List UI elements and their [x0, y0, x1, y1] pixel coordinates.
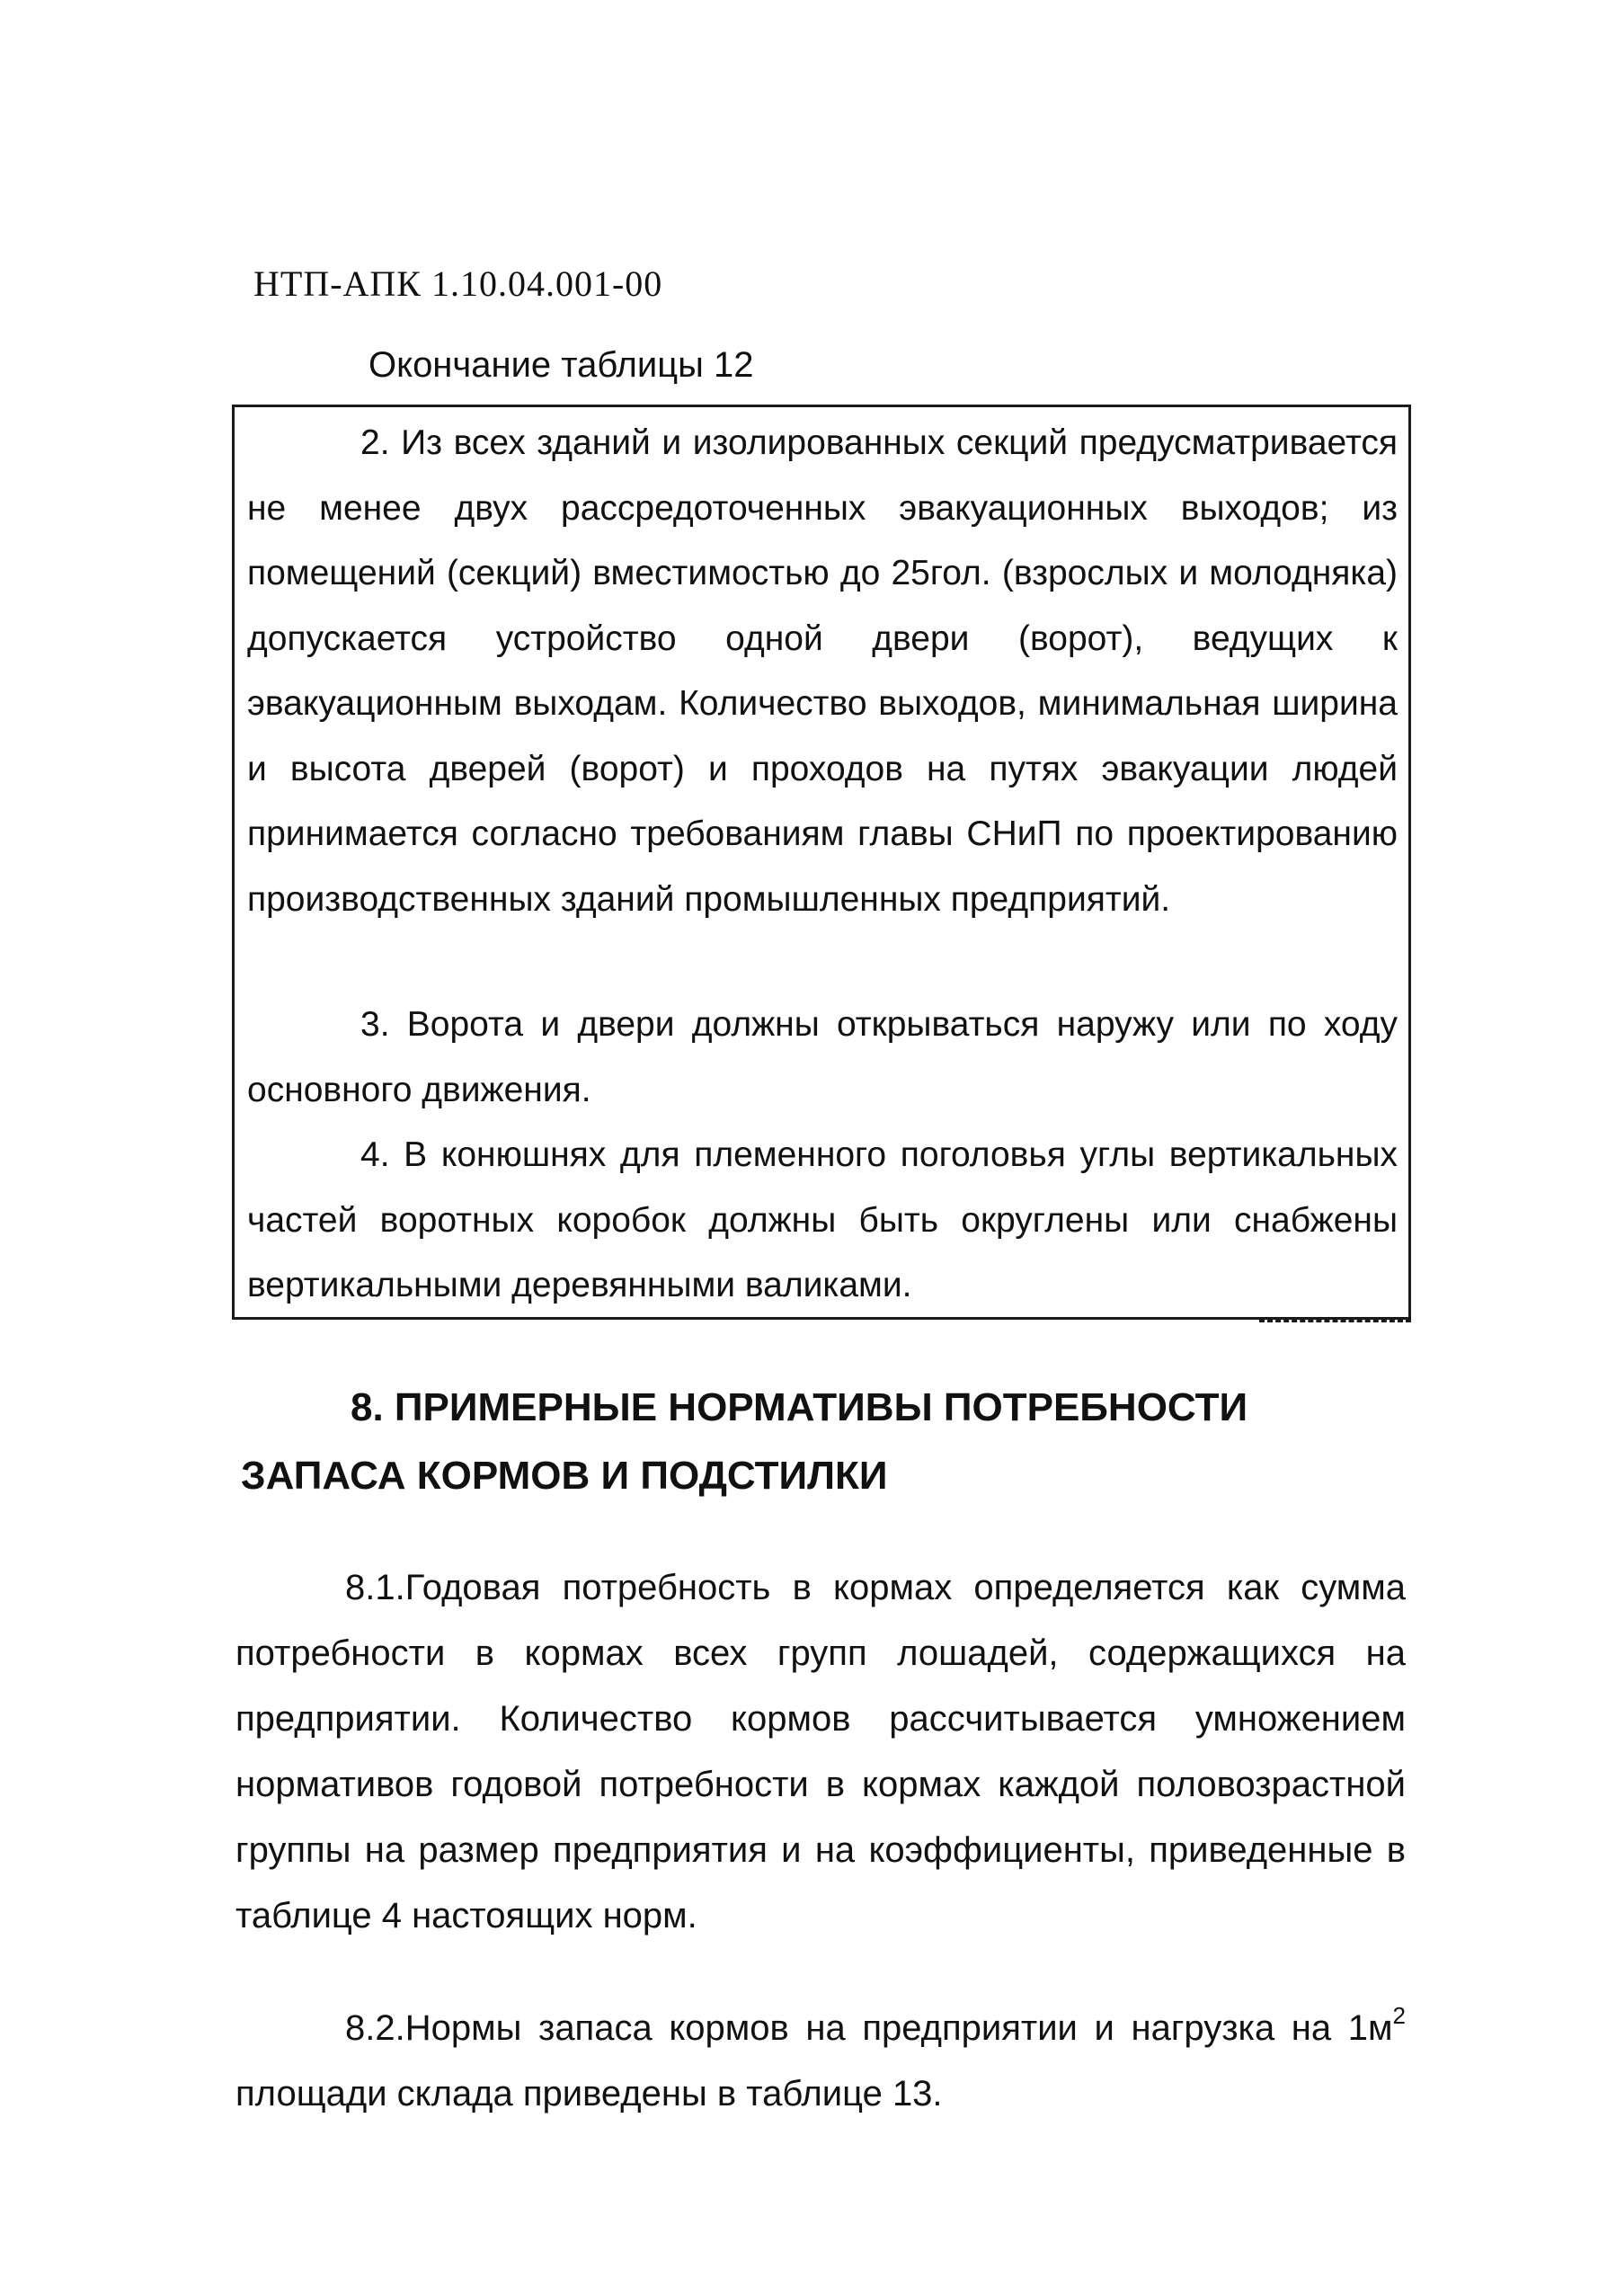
table-note-3: 3. Ворота и двери должны открываться наружу или по ходу основного движения.	[247, 1005, 1398, 1109]
superscript-2: 2	[1392, 2002, 1406, 2029]
paragraph-8-2-text-end: площади склада приведены в таблице 13.	[235, 2074, 943, 2114]
section-8-title: 8. ПРИМЕРНЫЕ НОРМАТИВЫ ПОТРЕБНОСТИ ЗАПАСА КОРМОВ И ПОДСТИЛКИ	[241, 1385, 1248, 1498]
table-note-4: 4. В конюшнях для племенного поголовья углы вертикальных частей воротных коробок должны быть округлены или снабжены вертикальными деревянными валиками.	[247, 1135, 1398, 1304]
table-note-2: 2. Из всех зданий и изолированных секций предусматривается не менее двух рассредоточенных эвакуационных выходов; из помещений (секций) вместимостью до 25гол. (взрослых и молодняка) допускается устройство одной двери (ворот), ведущих к эвакуационным выходам. Количество выходов, минимальная ширина и высота дверей (ворот) и проходов на путях эвакуации людей принимается согласно требованиям главы СНиП по проектированию производственных зданий промышленных предприятий.	[247, 423, 1398, 919]
table-caption: Окончание таблицы 12	[368, 345, 754, 385]
document-code: НТП-АПК 1.10.04.001-00	[253, 263, 663, 304]
paragraph-8-2	[235, 1996, 1406, 2127]
paragraph-8-1: 8.1.Годовая потребность в кормах определяется как сумма потребности в кормах всех групп лошадей, содержащихся на предприятии. Количество кормов рассчитывается умножением нормативов годовой потребности в кормах каждой половозрастной группы на размер предприятия и на коэффициенты, приведенные в таблице 4 настоящих норм.	[235, 1568, 1406, 1936]
paragraph-8-2-text-start: 8.2.Нормы запаса кормов на предприятии и нагрузка на 1м	[345, 2008, 1393, 2048]
table-12-continuation	[232, 405, 1411, 1320]
table-bottom-border-dashed	[1259, 1320, 1411, 1322]
